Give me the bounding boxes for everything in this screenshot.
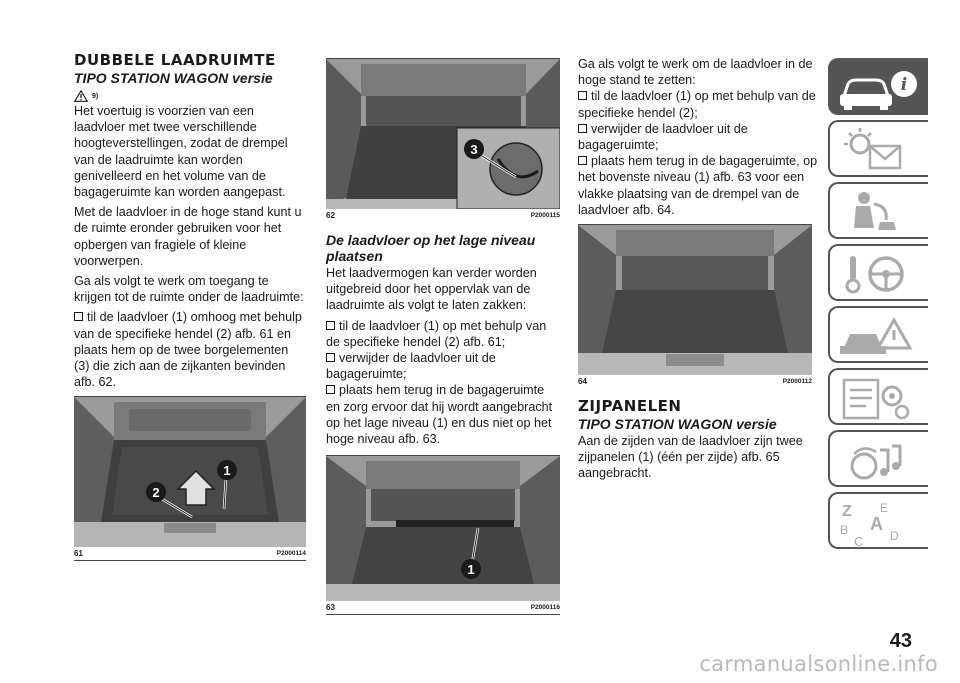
- paragraph: Het laadvermogen kan verder worden uitgebreid door het oppervlak van de laadruimte als volgt te laten zakken:: [326, 266, 537, 313]
- watermark: carmanualsonline.info: [699, 652, 938, 676]
- section-subheading: TIPO STATION WAGON versie: [74, 70, 273, 86]
- svg-text:A: A: [870, 514, 883, 534]
- tab-multimedia[interactable]: [828, 430, 928, 487]
- bullet-box-icon: [326, 385, 335, 394]
- paragraph: Het voertuig is voorzien van een laadvloer met twee verschillende hoogteverstellingen, zodat de drempel van de laadruimte kan worden genivelleerd en het volume van de bagageruimte kan worden aangepast.: [74, 104, 288, 200]
- trunk-image-61: [74, 397, 306, 547]
- svg-text:Z: Z: [842, 503, 852, 520]
- bullet-box-icon: [578, 124, 587, 133]
- section-subheading: TIPO STATION WAGON versie: [578, 416, 777, 433]
- bullet-box-icon: [326, 321, 335, 330]
- figure-code: P2000114: [276, 550, 306, 558]
- bullet-item: til de laadvloer (1) op met behulp van de specifieke hendel (2);: [578, 89, 816, 120]
- column-3: [578, 56, 818, 482]
- callout-label: 1: [223, 463, 231, 479]
- callout-label: 2: [152, 485, 160, 501]
- bullet-box-icon: [326, 353, 335, 362]
- multimedia-icon: [830, 432, 928, 487]
- bullet-item: verwijder de laadvloer uit de bagageruimte;: [326, 351, 496, 382]
- tab-safety[interactable]: [828, 182, 928, 239]
- tab-index[interactable]: [828, 492, 928, 549]
- warning-ref-number: 9): [92, 92, 99, 100]
- figure-63: [326, 455, 560, 615]
- dashboard-lights-icon: [830, 122, 928, 177]
- bullet-item: plaats hem terug in de bagageruimte, op het bovenste niveau (1) afb. 63 voor een vlakke plaatsing van de drempel van de laadvloer afb. 64.: [578, 154, 818, 217]
- tab-car-info[interactable]: [828, 58, 928, 115]
- figure-caption: [326, 604, 560, 612]
- figure-caption: [578, 378, 812, 386]
- svg-text:C: C: [854, 534, 864, 549]
- figure-caption: [74, 550, 306, 558]
- figure-caption: [326, 212, 560, 220]
- section-heading: DUBBELE LAADRUIMTE: [74, 51, 276, 69]
- airbag-seat-icon: [830, 184, 928, 239]
- car-info-icon: [830, 60, 928, 115]
- column-2: [326, 58, 560, 615]
- paragraph: Met de laadvloer in de hoge stand kunt u de ruimte eronder gebruiken voor het opbergen van fragiele of kleine voorwerpen.: [74, 205, 302, 268]
- figure-64: [578, 224, 812, 386]
- bullet-item: til de laadvloer (1) op met behulp van de specifieke hendel (2) afb. 61;: [326, 318, 547, 349]
- chapter-sidebar: [828, 58, 928, 554]
- steering-key-icon: [830, 246, 928, 301]
- tab-starting-driving[interactable]: [828, 244, 928, 301]
- bullet-box-icon: [74, 312, 83, 321]
- tab-emergency[interactable]: [828, 306, 928, 363]
- emergency-warning-icon: [830, 308, 928, 363]
- section-heading: ZIJPANELEN: [578, 397, 682, 416]
- bullet-item: til de laadvloer (1) omhoog met behulp van de specifieke hendel (2) afb. 61 en plaats hem op de twee borgelementen (3) die zich aan de zijkanten bevinden afb. 62.: [74, 310, 302, 390]
- bullet-box-icon: [578, 156, 587, 165]
- bullet-box-icon: [578, 91, 587, 100]
- figure-number: 63: [326, 603, 335, 613]
- warning-reference: [74, 89, 306, 103]
- svg-text:D: D: [890, 529, 899, 543]
- svg-text:i: i: [900, 75, 908, 95]
- paragraph: Aan de zijden van de laadvloer zijn twee zijpanelen (1) (één per zijde) afb. 65 aangebracht.: [578, 434, 803, 481]
- figure-code: P2000112: [782, 378, 812, 386]
- trunk-image-63: [326, 456, 560, 601]
- callout-label: 1: [467, 562, 475, 578]
- trunk-image-62: [326, 59, 560, 209]
- figure-image: [578, 225, 812, 375]
- callout-label: 3: [470, 142, 478, 157]
- warning-triangle-icon: [74, 90, 88, 102]
- figure-number: 62: [326, 211, 335, 220]
- tab-dashboard-lights[interactable]: [828, 120, 928, 177]
- index-icon: [830, 494, 928, 549]
- paragraph: Ga als volgt te werk om toegang te krijgen tot de ruimte onder de laadruimte:: [74, 274, 304, 305]
- figure-image: [326, 456, 560, 601]
- figure-code: P2000115: [530, 212, 560, 219]
- figure-code: P2000116: [530, 604, 560, 612]
- figure-61: [74, 396, 306, 561]
- bullet-item: plaats hem terug in de bagageruimte en zorg ervoor dat hij wordt aangebracht op het lage niveau (1) en dus niet op het hoge niveau afb. 63.: [326, 383, 553, 447]
- page-number: 43: [889, 630, 912, 652]
- column-1: [74, 52, 306, 561]
- bullet-item: verwijder de laadvloer uit de bagageruimte;: [578, 121, 748, 153]
- maintenance-icon: [830, 370, 928, 425]
- figure-image: [74, 397, 306, 547]
- figure-62: [326, 58, 560, 220]
- tab-maintenance[interactable]: [828, 368, 928, 425]
- section-subheading: De laadvloer op het lage niveau plaatsen: [326, 232, 536, 264]
- paragraph: Ga als volgt te werk om de laadvloer in de hoge stand te zetten:: [578, 57, 813, 88]
- trunk-image-64: [578, 225, 812, 375]
- svg-text:B: B: [840, 523, 849, 537]
- figure-image: [326, 59, 560, 209]
- figure-number: 64: [578, 377, 587, 387]
- svg-text:E: E: [880, 501, 889, 515]
- figure-number: 61: [74, 549, 83, 559]
